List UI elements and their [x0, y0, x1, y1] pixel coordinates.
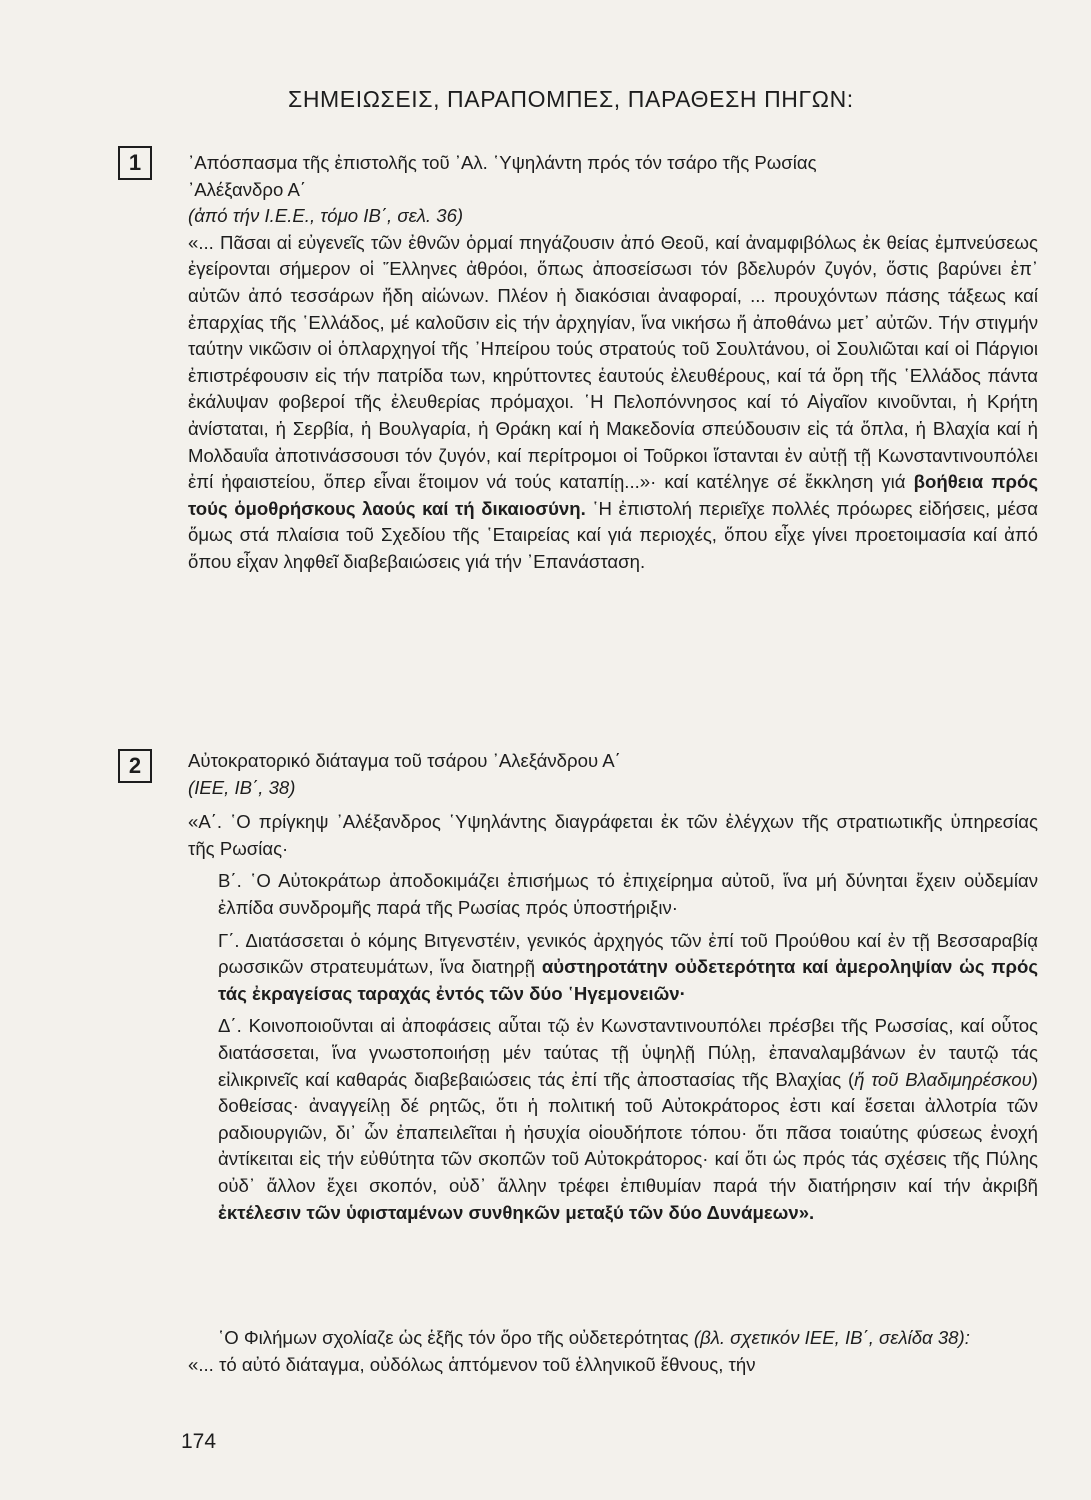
- commentary: [188, 1325, 1038, 1378]
- note-1-title-line-1: ᾿Απόσπασμα τῆς ἐπιστολῆς τοῦ ᾿Αλ. ῾Υψηλάντη πρός τόν τσάρο τῆς Ρωσίας: [188, 152, 817, 173]
- commentary-reference: (βλ. σχετικόν ΙΕΕ, ΙΒ΄, σελίδα 38):: [693, 1327, 970, 1348]
- decree-paragraph-d-mid: ) δοθείσας· ἀναγγείλῃ δέ ρητῶς, ὅτι ἡ πολιτική τοῦ Αὐτοκράτορος ἐστι καί ἔσεται ἀλλοτρία τῶν ραδιουργιῶν, δι᾿ ὧν ἐπαπειλεῖται ἡ ἡσυχία οἱουδήποτε τόπου· ὅτι πᾶσα τοιαύτης φύσεως ἐνοχή ἀντίκειται εἰς τήν εὐθύτητα τῶν σκοπῶν τοῦ Αὐτοκράτορος· καί ὅτι ὡς πρός τάς σχέσεις τῆς Πύλης οὐδ᾿ ἄλλον ἔχει σκοπόν, οὐδ᾿ ἄλλην τρέφει ἐπιθυμίαν παρά τήν διατήρησιν καί τήν ἀκριβῆ: [218, 1068, 1038, 1196]
- decree-paragraph-g-bold: αὐστηροτάτην οὐδετερότητα καί ἀμεροληψίαν ὡς πρός τάς ἐκραγείσας ταραχάς ἐντός τῶν δύο ῾Ηγεμονειῶν·: [218, 956, 1039, 1004]
- decree-paragraph-g-text: Γ΄. Διατάσσεται ὁ κόμης Βιτγενστέιν, γενικός ἀρχηγός τῶν ἐπί τοῦ Προύθου καί ἐν τῇ Βεσσαραβίᾳ ρωσσικῶν στρατευμάτων, ἵνα διατηρῇ: [218, 929, 1038, 978]
- decree-paragraph-d-bold: ἐκτέλεσιν τῶν ὑφισταμένων συνθηκῶν μεταξύ τῶν δύο Δυνάμεων».: [218, 1201, 815, 1223]
- note-1-quote-end: ῾Η ἐπιστολή περιεῖχε πολλές πρόωρες εἰδήσεις, μέσα ὅμως στά πλαίσια τοῦ Σχεδίου τῆς ῾Εταιρείας καί γιά περιοχές, ὅπου εἶχε γίνει προετοιμασία καί ἀπό ὅπου εἶχαν ληφθεῖ διαβεβαιώσεις γιά τήν ᾿Επανάσταση.: [188, 497, 1038, 572]
- commentary-text: ῾Ο Φιλήμων σχολίαζε ὡς ἑξῆς τόν ὅρο τῆς οὐδετερότητας: [218, 1327, 689, 1348]
- note-1-quote: [188, 230, 1038, 576]
- note-1-title-line-2: ᾿Αλέξανδρο Α΄: [188, 178, 307, 200]
- page-heading: ΣΗΜΕΙΩΣΕΙΣ, ΠΑΡΑΠΟΜΠΕΣ, ΠΑΡΑΘΕΣΗ ΠΗΓΩΝ:: [288, 86, 854, 112]
- decree-paragraph-a: «Α΄. ῾Ο πρίγκηψ ᾿Αλέξανδρος ῾Υψηλάντης διαγράφεται ἐκ τῶν ἐλέγχων τῆς στρατιωτικῆς ὑπηρεσίας τῆς Ρωσίας·: [188, 811, 1038, 859]
- decree-paragraph-d-text: Δ΄. Κοινοποιοῦνται αἱ ἀποφάσεις αὗται τῷ ἐν Κωνσταντινουπόλει πρέσβει τῆς Ρωσσίας, καί οὗτος διατάσσεται, ἵνα γνωστοποιήσῃ μέν ταύτας τῇ ὑψηλῇ Πύλῃ, ἐπαναλαμβάνων ἐν ταυτῷ τάς εἰλικρινεῖς καί καθαράς διαβεβαιώσεις τάς ἐπί τῆς ἀποστασίας τῆς Βλαχίας (: [218, 1015, 1038, 1090]
- decree-paragraph-d-italic: ἤ τοῦ Βλαδιμηρέσκου: [854, 1068, 1032, 1090]
- note-number-box-1: 1: [118, 146, 152, 180]
- decree-paragraph-b: Β΄. ῾Ο Αὐτοκράτωρ ἀποδοκιμάζει ἐπισήμως τό ἐπιχείρημα αὐτοῦ, ἵνα μή δύνηται ἔχειν οὐδεμίαν ἐλπίδα συνδρομῆς παρά τῆς Ρωσίας πρός ὑποστήριξιν·: [218, 870, 1038, 918]
- note-1-quote-bold: βοήθεια πρός τούς ὁμοθρήσκους λαούς καί τή δικαιοσύνη.: [188, 471, 1039, 519]
- note-2-source: (ΙΕΕ, ΙΒ΄, 38): [188, 776, 296, 798]
- decree-paragraph-d: [188, 1013, 1038, 1226]
- page-number: 174: [181, 1430, 217, 1453]
- note-2: [188, 748, 1038, 1232]
- commentary-intro: [188, 1325, 1038, 1352]
- note-1: [188, 150, 1038, 576]
- decree-paragraph-g: [188, 928, 1038, 1008]
- note-2-title: Αὐτοκρατορικό διάταγμα τοῦ τσάρου ᾿Αλεξάνδρου Α΄: [188, 750, 621, 771]
- note-number-box-2: 2: [118, 749, 152, 783]
- note-1-quote-text: «... Πᾶσαι αἱ εὐγενεῖς τῶν ἐθνῶν ὁρμαί πηγάζουσιν ἀπό Θεοῦ, καί ἀναμφιβόλως ἐκ θείας ἐμπνεύσεως ἐγείρονται σήμερον οἱ ῞Ελληνες ἀθρόοι, ὅπως ἀποσείσωσι τόν βδελυρόν ζυγόν, ὅστις βαρύνει ἐπ᾿ αὐτῶν ἀπό τεσσάρων ἤδη αἰώνων. Πλέον ἡ διακόσιαι ἀναφοραί, ... προυχόντων πάσης τάξεως καί ἐπαρχίας τῆς ῾Ελλάδος, μέ καλοῦσιν εἰς τήν ἀρχηγίαν, ἵνα νικήσω ἤ ἀποθάνω μετ᾿ αὐτῶν. Τήν στιγμήν ταύτην νικῶσιν οἱ ὁπλαρχηγοί τῆς ᾿Ηπείρου τούς στρατούς τοῦ Σουλτάνου, οἱ Σουλιῶται καί οἱ Πάργιοι ἐπιστρέφουσιν εἰς τήν πατρίδα των, κηρύττοντες ἑαυτούς ἐλευθέρους, καί τά ὄρη τῆς ῾Ελλάδος πάντα ἐκάλυψαν φοβεροί τῆς ἐλευθερίας πρόμαχοι. ῾Η Πελοπόννησος καί τό Αἰγαῖον κινοῦνται, ἡ Κρήτη ἀνίσταται, ἡ Σερβία, ἡ Βουλγαρία, ἡ Θράκη καί ἡ Μακεδονία σπεύδουσιν εἰς τά ὅπλα, ἡ Βλαχία καί ἡ Μολδαυΐα ἀποτινάσσουσι τόν ζυγόν, καί περίτρομοι οἱ Τοῦρκοι ἵστανται ἐν αὐτῇ τῇ Κωνσταντινουπόλει ἐπί ἡφαιστείου, ὅπερ εἶναι ἕτοιμον νά τούς καταπίῃ...»· καί κατέληγε σέ ἔκκληση γιά: [188, 231, 1038, 493]
- commentary-quote: «... τό αὐτό διάταγμα, οὐδόλως ἁπτόμενον τοῦ ἑλληνικοῦ ἔθνους, τήν: [188, 1353, 756, 1375]
- note-1-source: (ἀπό τήν Ι.Ε.Ε., τόμο ΙΒ΄, σελ. 36): [188, 205, 464, 227]
